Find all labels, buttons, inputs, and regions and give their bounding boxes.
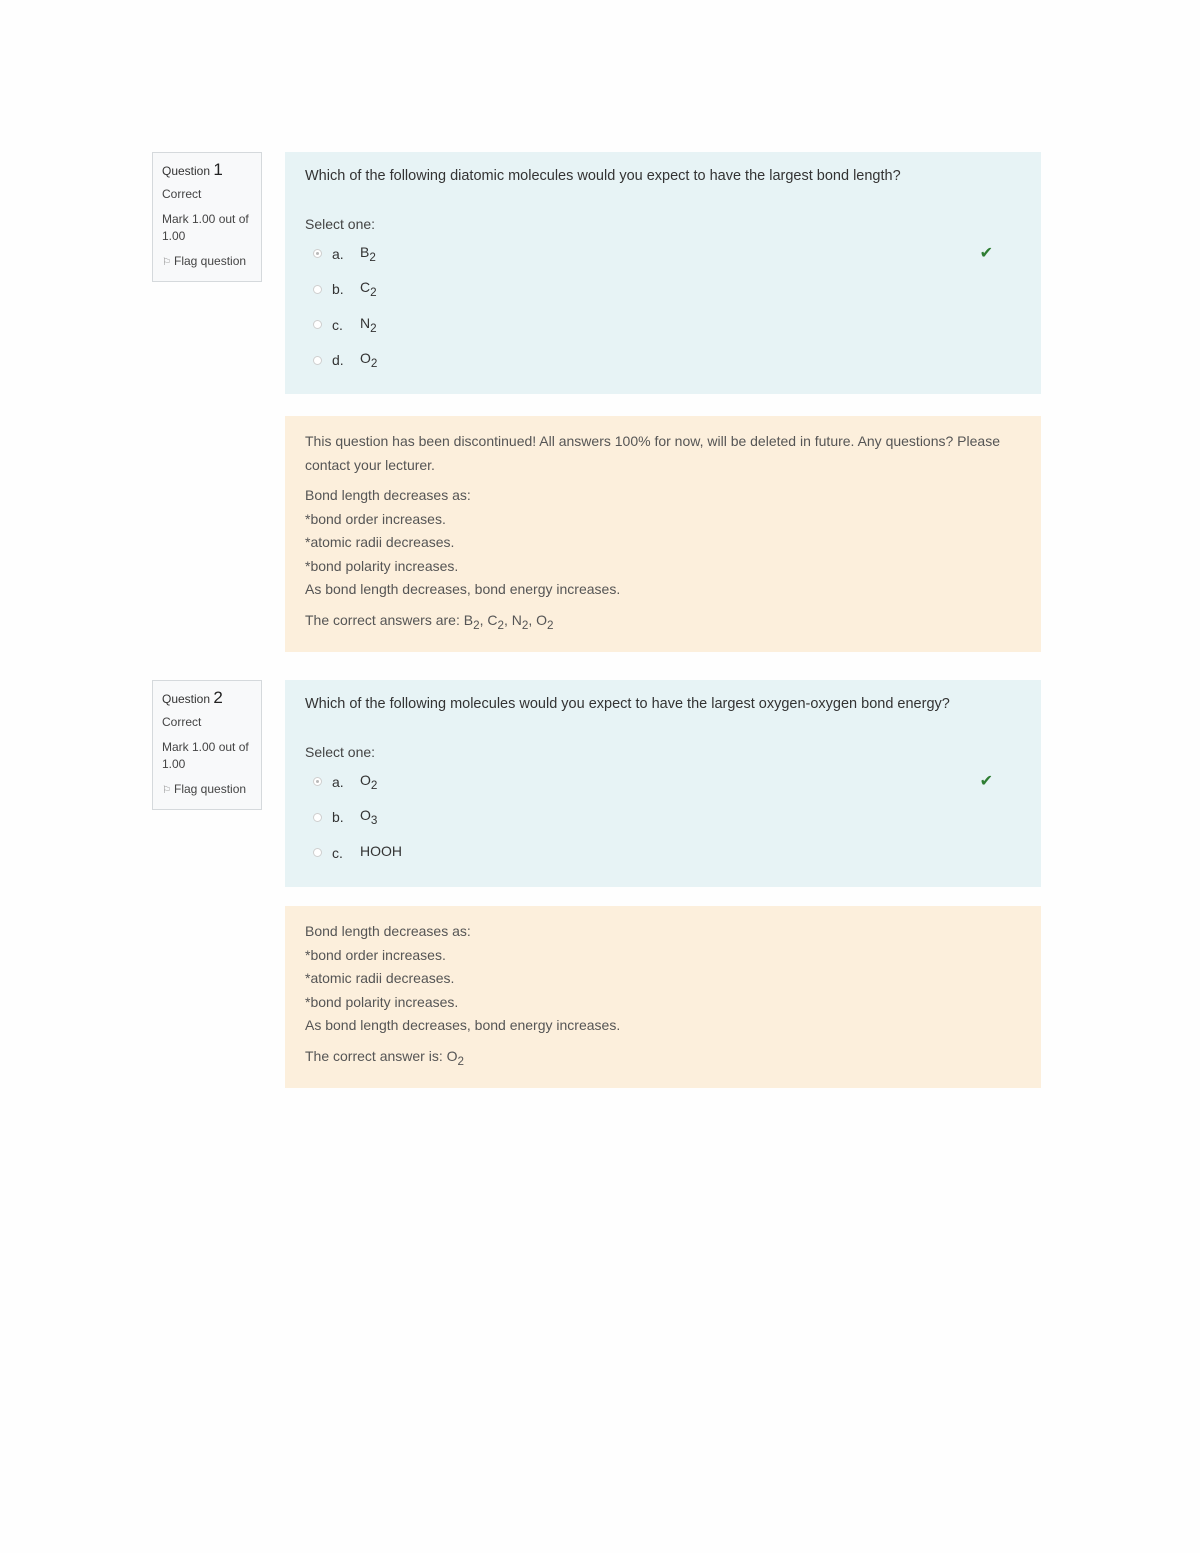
answer-list	[305, 236, 1021, 378]
feedback-line: As bond length decreases, bond energy increases.	[305, 581, 621, 597]
question-number: Question 2	[162, 688, 223, 707]
answer-label: HOOH	[360, 842, 402, 859]
checkmark-icon: ✔	[979, 773, 993, 790]
right-answer: The correct answer is: $O_2$	[305, 1047, 464, 1068]
answer-label: $O_2$	[360, 350, 378, 371]
answer-label: $O_2$	[360, 771, 378, 792]
radio-button[interactable]	[313, 320, 322, 329]
feedback-line: *atomic radii decreases.	[305, 534, 455, 550]
question-grade: Mark 1.00 out of 1.00	[162, 740, 249, 771]
question-grade: Mark 1.00 out of 1.00	[162, 212, 249, 243]
general-feedback	[285, 416, 1041, 652]
answer-label: $N_2$	[360, 314, 377, 335]
feedback-line: *bond order increases.	[305, 946, 446, 963]
radio-button[interactable]	[313, 813, 322, 822]
flag-icon: ⚐	[162, 257, 171, 268]
question-text: Which of the following diatomic molecules would you expect to have the largest bond length?	[305, 168, 901, 184]
select-prompt: Select one:	[305, 216, 376, 232]
question-state: Correct	[162, 715, 202, 729]
answer-option-b[interactable]: b. $O_3$	[305, 800, 1021, 836]
feedback-line: Bond length decreases as:	[305, 923, 471, 939]
flag-question-link[interactable]: ⚐ Flag question	[162, 781, 253, 799]
feedback-line: As bond length decreases, bond energy increases.	[305, 1017, 621, 1033]
checkmark-icon: ✔	[979, 245, 993, 262]
select-prompt: Select one:	[305, 744, 376, 760]
radio-button[interactable]	[313, 777, 322, 786]
answer-option-a[interactable]: a. $B_2$ ✔	[305, 236, 1021, 272]
right-answer: The correct answers are: $B_2$, $C_2$, $N_2$, $O_2$	[305, 611, 554, 632]
feedback-line: *bond order increases.	[305, 510, 446, 527]
feedback-line: *atomic radii decreases.	[305, 970, 455, 986]
answer-label: $B_2$	[360, 243, 376, 264]
question-state: Correct	[162, 187, 202, 201]
question-formulation	[285, 680, 1041, 887]
radio-button[interactable]	[313, 356, 322, 365]
radio-button[interactable]	[313, 285, 322, 294]
question-text: Which of the following molecules would you expect to have the largest oxygen-oxygen bond energy?	[305, 696, 950, 712]
answer-label: $O_3$	[360, 807, 378, 828]
answer-option-c[interactable]: c. $N_2$	[305, 307, 1021, 343]
answer-option-c[interactable]: c. HOOH	[305, 835, 1021, 871]
question-info	[152, 152, 262, 282]
answer-label: $C_2$	[360, 279, 377, 300]
answer-option-b[interactable]: b. $C_2$	[305, 272, 1021, 308]
question-formulation	[285, 152, 1041, 394]
feedback-line: Bond length decreases as:	[305, 487, 471, 503]
answer-option-d[interactable]: d. $O_2$	[305, 343, 1021, 379]
feedback-line: *bond polarity increases.	[305, 557, 459, 574]
radio-button[interactable]	[313, 249, 322, 258]
answer-list	[305, 764, 1021, 871]
question-number: Question 1	[162, 160, 223, 179]
general-feedback	[285, 906, 1041, 1088]
flag-question-link[interactable]: ⚐ Flag question	[162, 253, 253, 271]
radio-button[interactable]	[313, 848, 322, 857]
flag-icon: ⚐	[162, 785, 171, 796]
answer-option-a[interactable]: a. $O_2$ ✔	[305, 764, 1021, 800]
feedback-notice: This question has been discontinued! All answers 100% for now, will be deleted in future. Any questions? Please contact your lecturer.	[305, 433, 1000, 473]
question-info	[152, 680, 262, 810]
feedback-line: *bond polarity increases.	[305, 993, 459, 1010]
